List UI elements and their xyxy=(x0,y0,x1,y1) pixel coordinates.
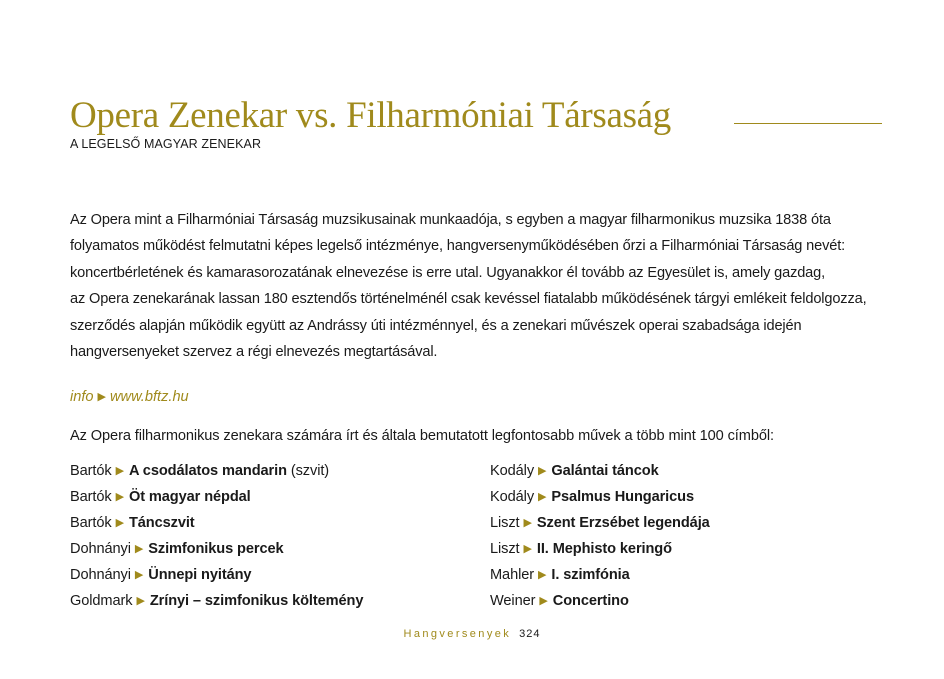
intro-line: szerződés alapján működik együtt az Andrássy úti intézménnyel, és a zenekari művészek operai szabadsága idején xyxy=(70,317,802,334)
title-rule xyxy=(734,123,882,124)
triangle-right-icon: ▶ xyxy=(523,543,532,555)
works-list-right xyxy=(490,459,710,615)
intro-line: folyamatos működést felmutatni képes legelső intézménye, hangversenyműködésében őrzi a Filharmóniai Társaság nevét: xyxy=(70,238,846,255)
triangle-right-icon: ▶ xyxy=(523,517,532,529)
composer-name: Dohnányi xyxy=(70,541,131,557)
works-intro: Az Opera filharmonikus zenekara számára írt és általa bemutatott legfontosabb művek a több mint 100 címből: xyxy=(70,428,774,444)
page-title: Opera Zenekar vs. Filharmóniai Társaság xyxy=(70,95,671,136)
intro-line: Az Opera mint a Filharmóniai Társaság muzsikusainak munkaadója, s egyben a magyar filharmonikus muzsika 1838 óta xyxy=(70,212,831,228)
work-title: Szent Erzsébet legendája xyxy=(536,515,710,531)
work-title: Táncszvit xyxy=(128,515,195,531)
work-title: Psalmus Hungaricus xyxy=(551,489,694,505)
work-item xyxy=(490,459,710,485)
work-item xyxy=(70,459,363,485)
composer-name: Kodály xyxy=(490,489,535,505)
composer-name: Bartók xyxy=(70,489,112,505)
footer-section-name: Hangversenyek xyxy=(403,628,512,640)
work-item xyxy=(490,563,710,589)
composer-name: Dohnányi xyxy=(70,567,131,583)
composer-name: Kodály xyxy=(490,463,535,479)
work-title: A csodálatos mandarin xyxy=(128,463,287,479)
work-item xyxy=(490,589,710,615)
triangle-right-icon: ▶ xyxy=(136,595,145,607)
intro-line: hangversenyeket szervez a régi elnevezés megtartásával. xyxy=(70,344,438,361)
intro-line: az Opera zenekarának lassan 180 esztendős történelménél csak kevéssel fiatalabb működésének tárgyi emlékeit feldolgozza, xyxy=(70,291,867,308)
work-title: Concertino xyxy=(552,593,629,609)
composer-name: Liszt xyxy=(490,541,520,557)
work-item xyxy=(490,485,710,511)
info-link[interactable]: www.bftz.hu xyxy=(110,389,189,405)
work-item xyxy=(490,511,710,537)
title-block xyxy=(70,92,882,140)
triangle-right-icon: ▶ xyxy=(115,491,124,503)
triangle-right-icon: ▶ xyxy=(538,569,547,581)
work-item xyxy=(70,485,363,511)
triangle-right-icon: ▶ xyxy=(539,595,548,607)
composer-name: Bartók xyxy=(70,463,112,479)
composer-name: Liszt xyxy=(490,515,520,531)
intro-line: koncertbérletének és kamarasorozatának elnevezése is erre utal. Ugyanakkor él tovább az Egyesület is, amely gazdag, xyxy=(70,264,826,281)
work-item xyxy=(490,537,710,563)
triangle-right-icon: ▶ xyxy=(115,465,124,477)
info-line xyxy=(70,386,189,409)
page-subtitle: A LEGELSŐ MAGYAR ZENEKAR xyxy=(70,137,262,151)
info-label: info xyxy=(70,389,94,405)
work-title: II. Mephisto keringő xyxy=(536,541,672,557)
work-item xyxy=(70,511,363,537)
work-title: Öt magyar népdal xyxy=(128,489,251,505)
triangle-right-icon: ▶ xyxy=(115,517,124,529)
triangle-right-icon: ▶ xyxy=(134,543,144,555)
work-item xyxy=(70,563,363,589)
work-item xyxy=(70,537,363,563)
work-item xyxy=(70,589,363,615)
triangle-right-icon: ▶ xyxy=(97,391,106,403)
composer-name: Goldmark xyxy=(70,593,133,609)
composer-name: Bartók xyxy=(70,515,112,531)
triangle-right-icon: ▶ xyxy=(134,569,144,581)
work-title: Galántai táncok xyxy=(551,463,659,479)
composer-name: Mahler xyxy=(490,567,535,583)
work-title: Ünnepi nyitány xyxy=(148,567,252,583)
work-title: Zrínyi – szimfonikus költemény xyxy=(149,593,364,609)
page-number: 324 xyxy=(519,628,541,640)
work-note: (szvit) xyxy=(286,463,330,479)
work-title: Szimfonikus percek xyxy=(148,541,284,557)
works-list-left xyxy=(70,459,363,615)
page-footer xyxy=(0,626,944,642)
triangle-right-icon: ▶ xyxy=(538,465,547,477)
work-title: I. szimfónia xyxy=(551,567,630,583)
intro-paragraph xyxy=(70,207,885,365)
composer-name: Weiner xyxy=(490,593,536,609)
triangle-right-icon: ▶ xyxy=(538,491,547,503)
